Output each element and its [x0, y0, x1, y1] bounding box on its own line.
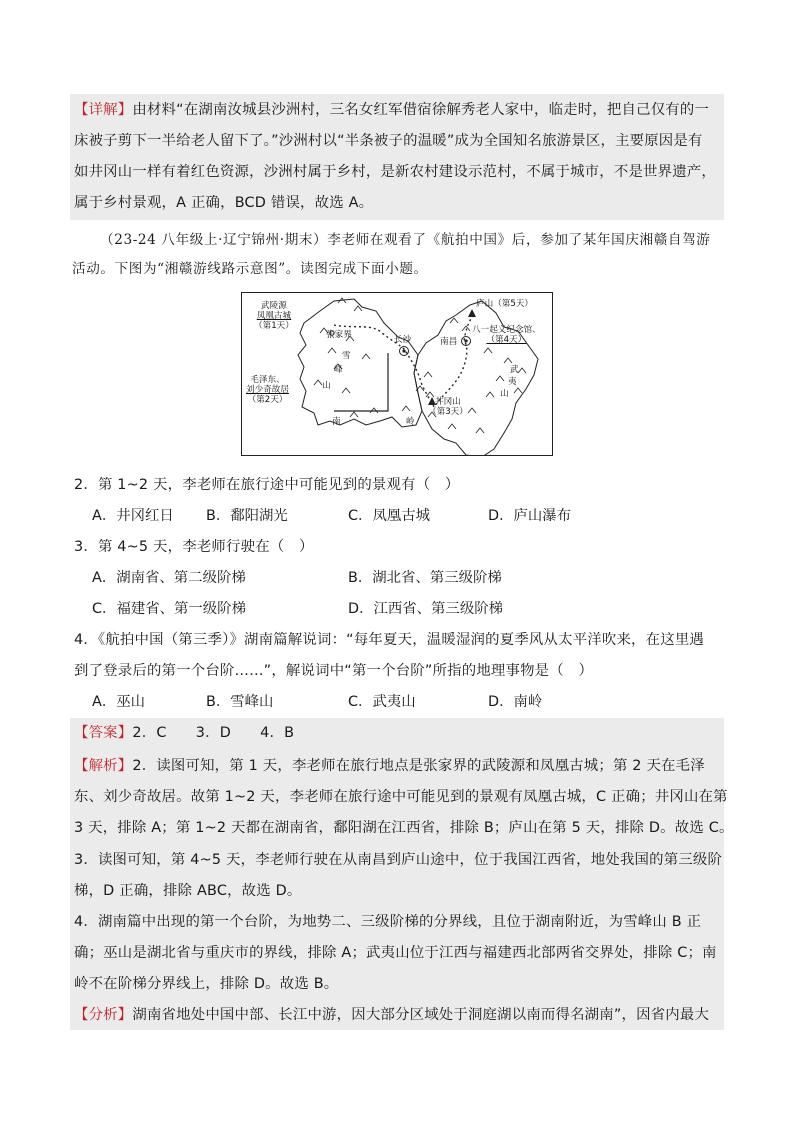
- analysis-line-2: 东、刘少奇故居。故第 1~2 天，李老师在旅行途中可能见到的景观有凤凰古城，C 正确；井冈山在第: [74, 789, 728, 805]
- explanation-line-2: 床被子剪下一半给老人留下了。”沙洲村以“半条被子的温暖”成为全国知名旅游景区，主要原因是有: [74, 133, 703, 149]
- label-nanling-1: 南: [332, 417, 341, 427]
- q2-option-b: B．鄱阳湖光: [206, 508, 288, 524]
- label-wuyi-2: 夷: [508, 377, 517, 387]
- answer-line: 【答案】2．C 3．D 4．B: [74, 725, 295, 741]
- explanation-line-4: 属于乡村景观，A 正确，BCD 错误，故选 A。: [74, 195, 374, 211]
- label-maozedong: 毛泽东、 刘少奇故居 （第2天）: [246, 375, 289, 405]
- intro-line-2: 活动。下图为“湘赣游线路示意图”。读图完成下面小题。: [72, 261, 428, 277]
- analysis-tag: 【解析】: [74, 758, 133, 774]
- answer-tag: 【答案】: [74, 725, 133, 741]
- q4-option-d: D．南岭: [488, 694, 543, 710]
- label-xuefeng-2: 峰: [334, 365, 343, 375]
- fenxi-tag: 【分析】: [74, 1007, 133, 1023]
- analysis-line-8: 岭不在阶梯分界线上，排除 D。故选 B。: [74, 976, 339, 992]
- q3-option-b: B．湖北省、第三级阶梯: [348, 570, 502, 586]
- q4-option-a: A．巫山: [92, 694, 146, 710]
- question-4-stem-2: 到了登录后的第一个台阶……”，解说词中“第一个台阶”所指的地理事物是（ ）: [74, 663, 594, 679]
- q2-option-d: D．庐山瀑布: [488, 508, 572, 524]
- q3-option-a: A．湖南省、第二级阶梯: [92, 570, 246, 586]
- q4-option-c: C．武夷山: [348, 694, 416, 710]
- explanation-line-1: 【详解】由材料“在湖南汝城县沙洲村，三名女红军借宿徐解秀老人家中，临走时，把自己仅有的一: [74, 102, 710, 118]
- route-map: [241, 292, 553, 456]
- explanation-tag: 【详解】: [74, 102, 133, 118]
- q2-option-a: A．井冈红日: [92, 508, 174, 524]
- analysis-line-7: 确；巫山是湖北省与重庆市的界线，排除 A；武夷山位于江西与福建西北部两省交界处，排除 C；南: [74, 945, 717, 961]
- q4-option-b: B．雪峰山: [206, 694, 274, 710]
- label-xuefeng-3: 山: [322, 381, 331, 391]
- analysis-line-1: 【解析】2．读图可知，第 1 天，李老师在旅行地点是张家界的武陵源和凤凰古城；第 2 天在毛泽: [74, 758, 705, 774]
- fenxi-line: 【分析】湖南省地处中国中部、长江中游，因大部分区域处于洞庭湖以南而得名湖南”，因省内最大: [74, 1007, 710, 1023]
- analysis-line-6: 4．湖南篇中出现的第一个台阶，为地势二、三级阶梯的分界线，且位于湖南附近，为雪峰山 B 正: [74, 914, 702, 930]
- intro-line-1: （23-24 八年级上·辽宁锦州·期末）李老师在观看了《航拍中国》后，参加了某年国庆湘赣自驾游: [100, 232, 711, 248]
- label-lushan: 庐山（第5天）: [476, 299, 534, 309]
- label-nanchang: 南昌: [440, 337, 458, 347]
- analysis-line-4: 3．读图可知，第 4~5 天，李老师行驶在从南昌到庐山途中，位于我国江西省，地处我国的第三级阶: [74, 852, 723, 868]
- mountain-icons: [314, 298, 526, 433]
- label-wuyi-1: 武: [510, 365, 519, 375]
- question-4-stem-1: 4．《航拍中国（第三季）》湖南篇解说词：“每年夏天，温暖湿润的夏季风从太平洋吹来，在这里遇: [74, 632, 705, 648]
- q3-option-d: D．江西省、第三级阶梯: [348, 601, 503, 617]
- label-xuefeng-1: 雪: [342, 351, 351, 361]
- question-2-stem: 2．第 1~2 天，李老师在旅行途中可能见到的景观有（ ）: [74, 477, 460, 493]
- label-zhangjiajie: 张家界: [326, 330, 352, 340]
- lushan-peak-marker: [468, 309, 476, 317]
- analysis-line-5: 梯，D 正确，排除 ABC，故选 D。: [74, 883, 302, 899]
- stair-boundary-line: [334, 353, 388, 411]
- question-3-stem: 3．第 4~5 天，李老师行驶在（ ）: [74, 539, 314, 555]
- label-wulingyuan: 武陵源 凤凰古城 （第1天）: [254, 301, 294, 331]
- hunan-outline: [298, 299, 422, 427]
- q3-option-c: C．福建省、第一级阶梯: [92, 601, 246, 617]
- label-bayi: 八一起义纪念馆、 （第4天）: [472, 325, 541, 345]
- label-nanling-2: 岭: [406, 417, 415, 427]
- route-path: [334, 315, 474, 407]
- analysis-line-3: 3 天，排除 A；第 1~2 天都在湖南省，鄱阳湖在江西省，排除 B；庐山在第 5 天，排除 D。故选 C。: [74, 820, 734, 836]
- q2-option-c: C．凤凰古城: [348, 508, 431, 524]
- explanation-line-3: 如井冈山一样有着红色资源，沙洲村属于乡村，是新农村建设示范村，不属于城市，不是世界遗产，: [74, 164, 716, 180]
- label-changsha: 长沙: [394, 335, 412, 345]
- label-jinggangshan: 井冈山 （第3天）: [428, 397, 468, 417]
- label-wuyi-3: 山: [500, 389, 509, 399]
